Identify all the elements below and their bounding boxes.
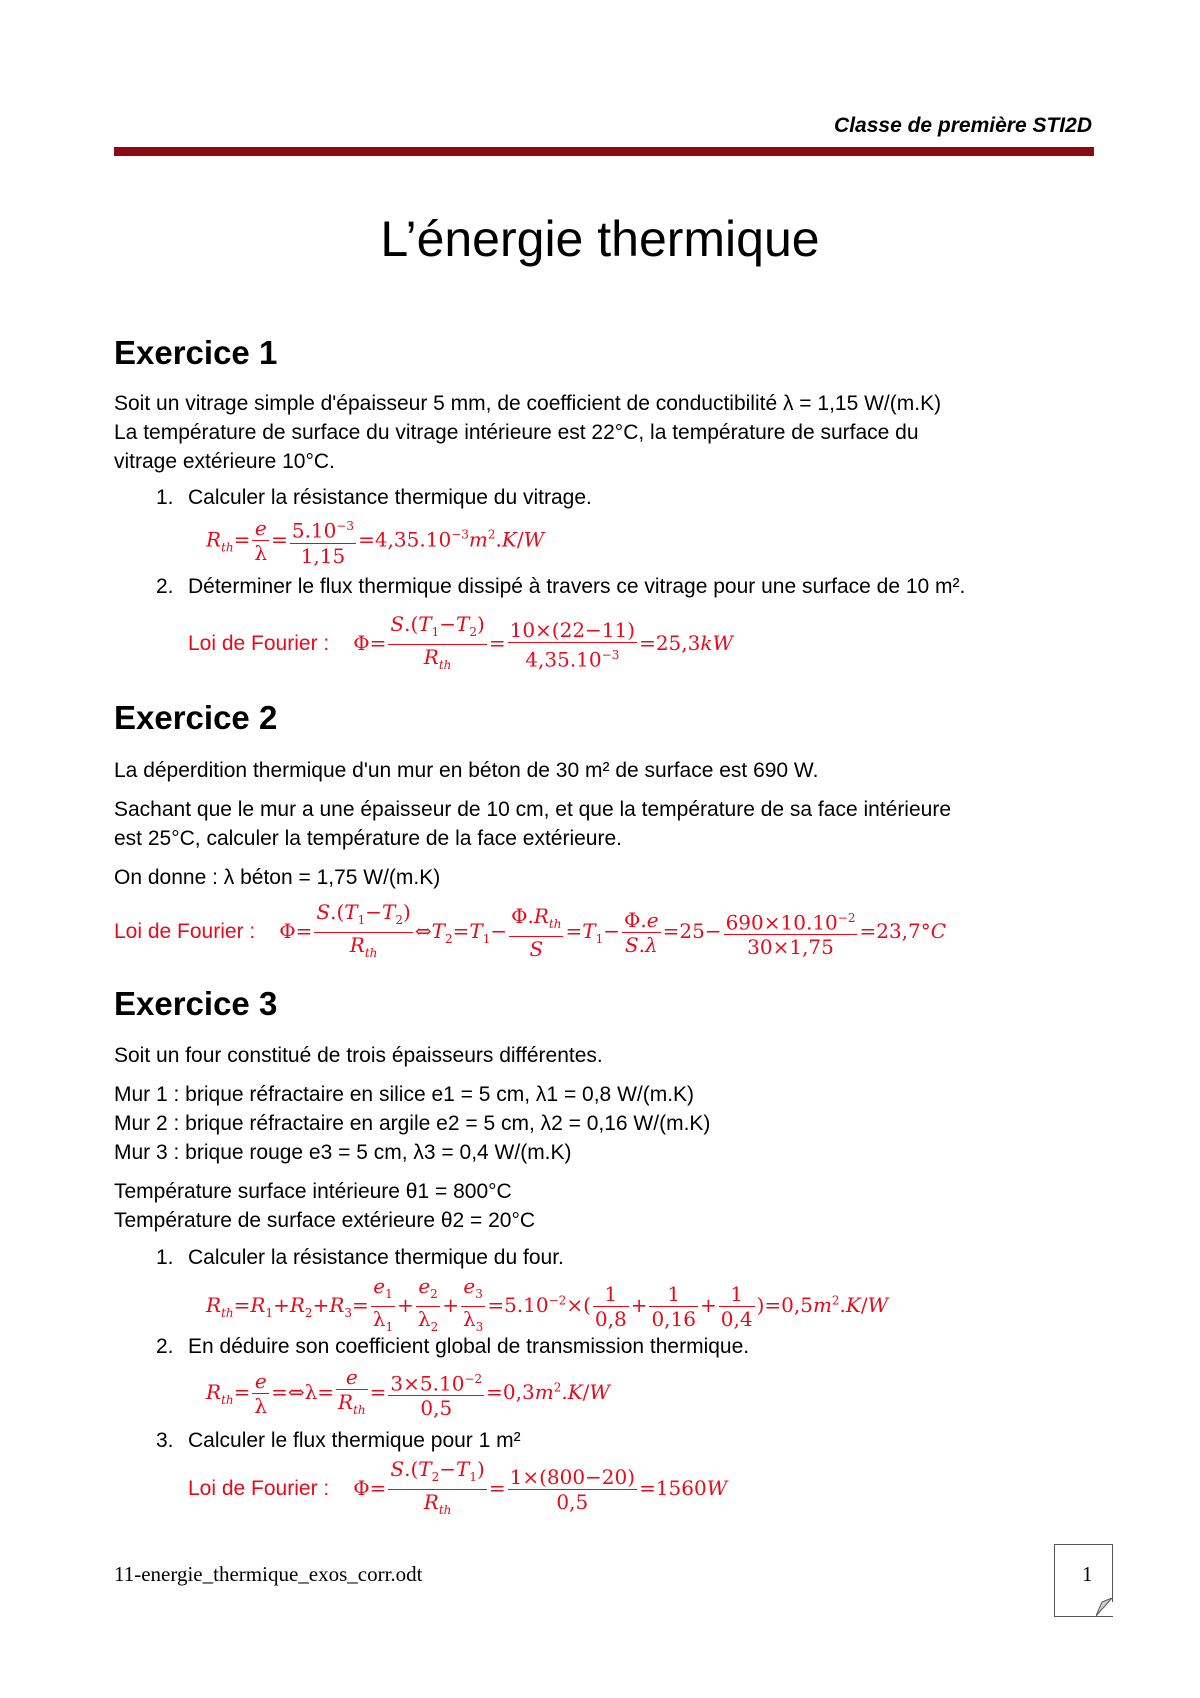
ex1-q1-number: 1. (156, 486, 174, 509)
ex1-rth-formula: $R_{th}=$ $\frac{e}{\lambda}$ = $\frac{5.10^{-3}}{1,15}$ $=4,35.10^{-3}m^2.K/W$ (206, 514, 544, 568)
ex2-paragraph-1: La déperdition thermique d'un mur en béton de 30 m² de surface est 690 W. (114, 759, 819, 782)
ex3-lambda-formula: $R_{th}=$ $\frac{e}{\lambda}$ =⇔λ= e $R_{th}$ = $\frac{3\times 5.10^{-2}}{0,5}$ $=0,3m^2.K/W$ (206, 1365, 610, 1421)
ex3-q3-text: Calculer le flux thermique pour 1 m² (188, 1429, 521, 1452)
ex3-q2-number: 2. (156, 1335, 174, 1358)
ex2-paragraph-2-line2: est 25°C, calculer la température de la face extérieure. (114, 827, 622, 850)
ex3-wall-2: Mur 2 : brique réfractaire en argile e2 = 5 cm, λ2 = 0,16 W/(m.K) (114, 1112, 711, 1135)
ex3-rth-total-formula: $R_{th}=R_1+R_2+R_3=$ $\frac{e_1}{\lambda_1}$ + $\frac{e_2}{\lambda_2}$ + $\frac{e_3}{\lambda_3}$ $=5.10^{-2}\times$( $\frac{1}{0,8}$ + $\frac{1}{0,16}$ + $\frac{1}{0,4}$ )$=0,5m^2.K/W$ (206, 1274, 889, 1334)
ex3-intro: Soit un four constitué de trois épaisseurs différentes. (114, 1044, 603, 1067)
ex3-inner-temperature: Température surface intérieure θ1 = 800°C (114, 1180, 512, 1203)
page-curl-icon (1096, 1598, 1112, 1616)
ex3-outer-temperature: Température de surface extérieure θ2 = 20°C (114, 1209, 536, 1232)
ex1-q2-number: 2. (156, 575, 174, 598)
ex1-flux-formula: Loi de Fourier : Φ= $S.(T_1-T_2)$ $R_{th}$ = $\frac{10\times(22-11)}{4,35.10^{-3}}$ =25,3kW (188, 612, 734, 672)
exercise-1-heading: Exercice 1 (114, 334, 278, 371)
ex3-flux-formula: Loi de Fourier : Φ= $S.(T_2-T_1)$ $R_{th}$ = $\frac{1\times(800-20)}{0,5}$ =1560W (188, 1457, 728, 1517)
ex3-q1-number: 1. (156, 1246, 174, 1269)
exercise-3-heading: Exercice 3 (114, 985, 278, 1022)
ex1-intro-line2: La température de surface du vitrage intérieure est 22°C, la température de surface du (114, 421, 919, 444)
ex1-q2-text: Déterminer le flux thermique dissipé à travers ce vitrage pour une surface de 10 m². (188, 575, 966, 598)
header-divider (114, 147, 1094, 156)
ex1-loi-label: Loi de Fourier : (188, 632, 330, 655)
ex3-q1-text: Calculer la résistance thermique du four. (188, 1246, 564, 1269)
document-title: L’énergie thermique (380, 211, 820, 267)
header-class-label: Classe de première STI2D (834, 114, 1092, 137)
ex2-fourier-formula: Loi de Fourier : Φ= $S.(T_1-T_2)$ $R_{th}$ $\Leftrightarrow T_2=T_1-$ $\Phi.R_{th}$ S $=T_1-$ $\frac{\Phi.e}{S.\lambda}$ =25− $\frac{690\times 10.10^{-2}}{30\times 1,75}$ =23,7°C (114, 900, 947, 961)
exercise-2-heading: Exercice 2 (114, 699, 278, 736)
ex2-given-lambda: On donne : λ béton = 1,75 W/(m.K) (114, 866, 441, 889)
ex3-question-1 (156, 1246, 564, 1270)
page-number: 1 (1082, 1562, 1093, 1586)
footer-filename: 11-energie_thermique_exos_corr.odt (114, 1562, 423, 1586)
ex3-loi-label: Loi de Fourier : (188, 1477, 330, 1500)
ex1-question-2 (156, 575, 965, 599)
ex1-intro-line3: vitrage extérieure 10°C. (114, 450, 335, 473)
ex2-loi-label: Loi de Fourier : (114, 920, 256, 943)
ex3-q2-text: En déduire son coefficient global de transmission thermique. (188, 1335, 750, 1358)
page-number-box-right (1112, 1544, 1113, 1602)
ex3-question-3 (156, 1429, 521, 1453)
ex3-wall-1: Mur 1 : brique réfractaire en silice e1 = 5 cm, λ1 = 0,8 W/(m.K) (114, 1083, 695, 1106)
ex2-paragraph-2-line1: Sachant que le mur a une épaisseur de 10 cm, et que la température de sa face intérieure (114, 798, 952, 821)
ex3-wall-3: Mur 3 : brique rouge e3 = 5 cm, λ3 = 0,4 W/(m.K) (114, 1141, 572, 1164)
ex1-question-1 (156, 486, 592, 510)
ex3-question-2 (156, 1335, 749, 1359)
ex1-intro-line1: Soit un vitrage simple d'épaisseur 5 mm, de coefficient de conductibilité λ = 1,15 W/(m.K) (114, 392, 942, 415)
ex1-q1-text: Calculer la résistance thermique du vitrage. (188, 486, 592, 509)
ex3-q3-number: 3. (156, 1429, 174, 1452)
